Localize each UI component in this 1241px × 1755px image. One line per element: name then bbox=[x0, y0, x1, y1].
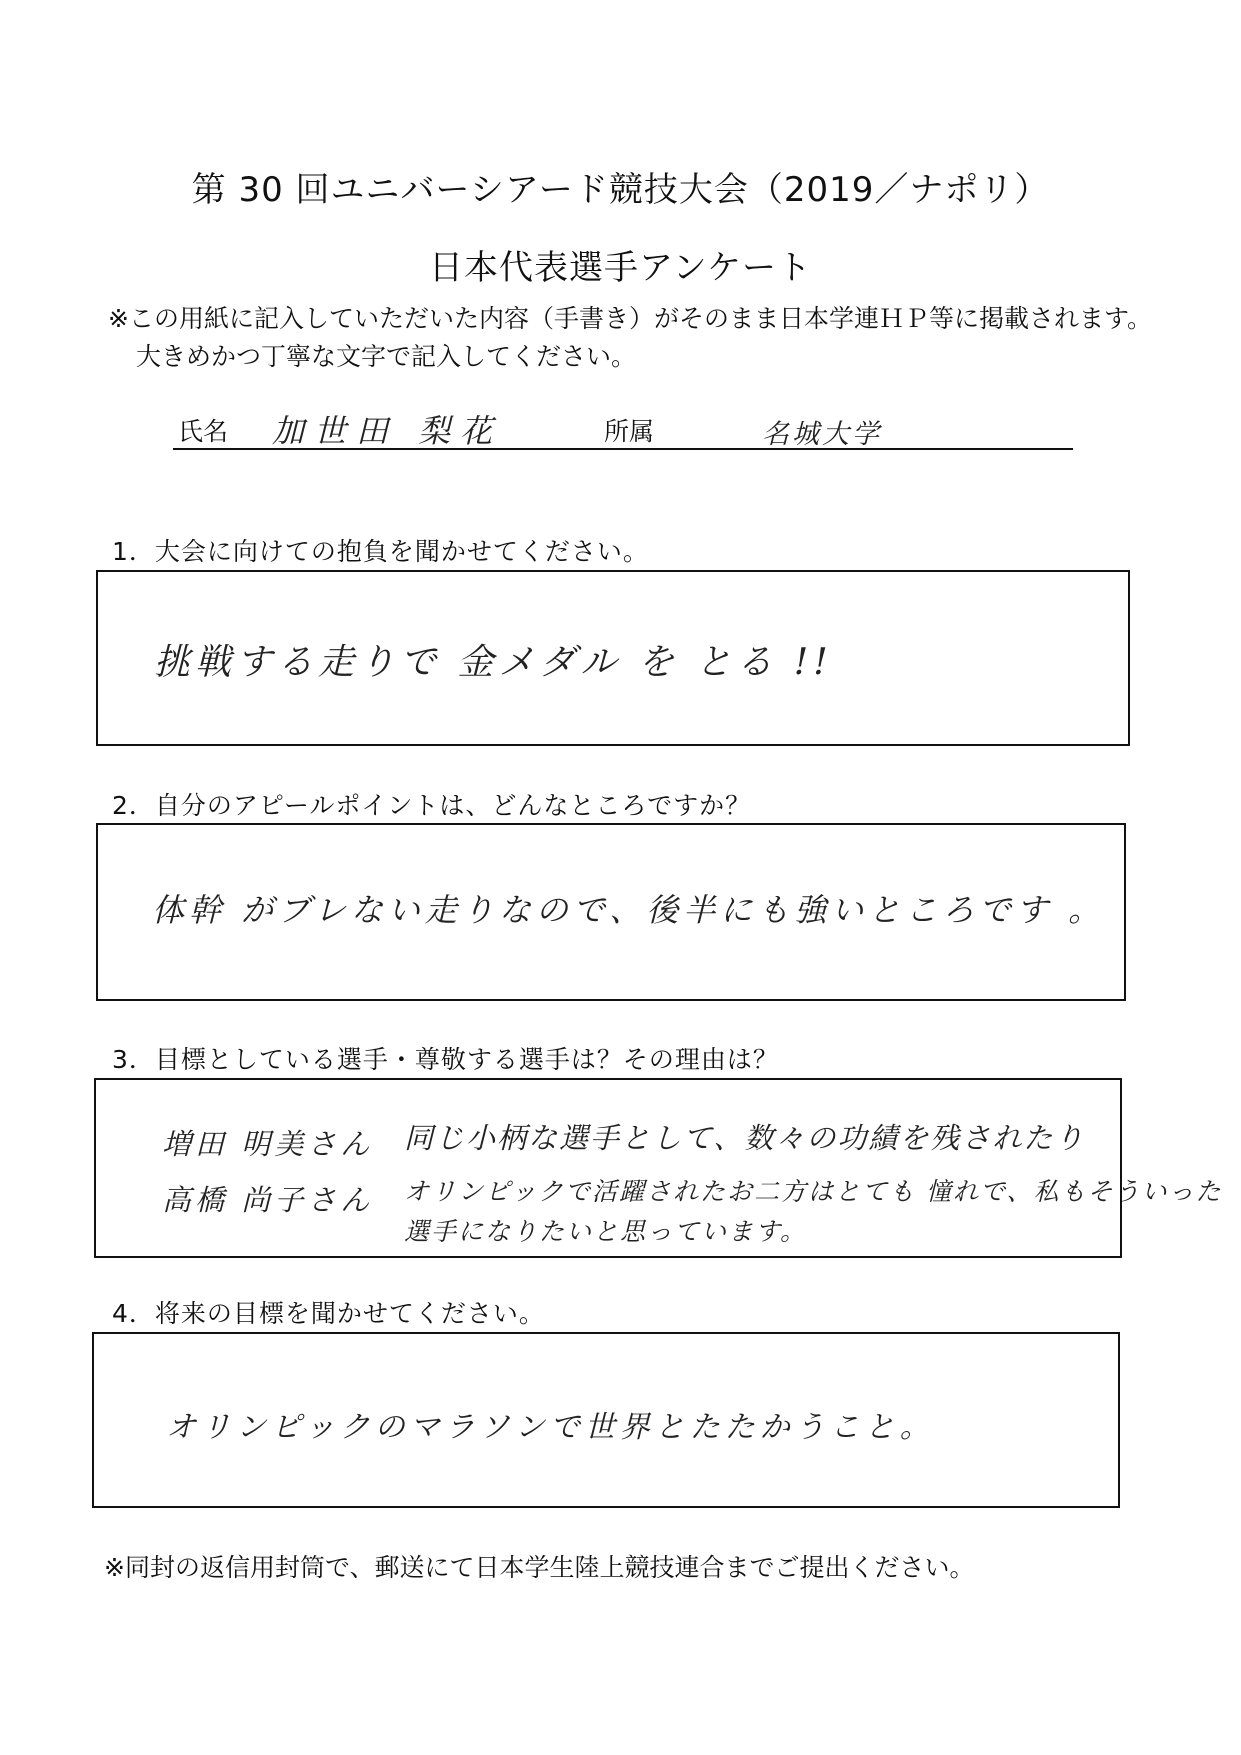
question-3-athlete-1: 増田 明美さん bbox=[162, 1127, 374, 1161]
question-4-title: 4．将来の目標を聞かせてください。 bbox=[112, 1299, 545, 1328]
question-4-answer-box bbox=[92, 1332, 1120, 1508]
page-subtitle: 日本代表選手アンケート bbox=[429, 248, 812, 288]
question-2-answer-box bbox=[96, 823, 1126, 1001]
question-1-answer: 挑戦する走りで 金メダル を とる !! bbox=[154, 642, 833, 683]
name-label: 氏名 bbox=[178, 417, 229, 446]
page-title: 第 30 回ユニバーシアード競技大会（2019／ナポリ） bbox=[191, 170, 1050, 210]
question-2-answer: 体幹 がブレない走りなので、後半にも強いところです 。 bbox=[152, 891, 1106, 929]
question-4-answer: オリンピックのマラソンで世界とたたかうこと。 bbox=[166, 1410, 935, 1445]
name-value: 加世田 梨花 bbox=[272, 412, 503, 450]
name-underline bbox=[173, 448, 1073, 450]
question-1-title: 1．大会に向けての抱負を聞かせてください。 bbox=[112, 537, 649, 566]
question-3-answer-box bbox=[94, 1078, 1223, 1258]
question-3-athlete-2: 高橋 尚子さん bbox=[162, 1183, 374, 1217]
question-3-reason-line-2: オリンピックで活躍されたお二方はとても 憧れで、私もそういった bbox=[404, 1177, 1223, 1206]
question-3-reason-line-3: 選手になりたいと思っています。 bbox=[404, 1217, 808, 1246]
question-2-title: 2．自分のアピールポイントは、どんなところですか？ bbox=[112, 791, 752, 820]
question-3-title: 3．目標としている選手・尊敬する選手は？その理由は？ bbox=[112, 1045, 779, 1074]
affiliation-label: 所属 bbox=[604, 417, 655, 446]
notice-line-1: ※この用紙に記入していただいた内容（手書き）がそのまま日本学連ＨＰ等に掲載されます。 bbox=[108, 304, 1152, 333]
notice-line-2: 大きめかつ丁寧な文字で記入してください。 bbox=[136, 342, 637, 371]
affiliation-value: 名城大学 bbox=[762, 419, 882, 450]
question-3-reason-line-1: 同じ小柄な選手として、数々の功績を残されたり bbox=[404, 1121, 1086, 1155]
footer-note: ※同封の返信用封筒で、郵送にて日本学生陸上競技連合までご提出ください。 bbox=[104, 1553, 975, 1582]
question-1-answer-box bbox=[96, 570, 1130, 746]
